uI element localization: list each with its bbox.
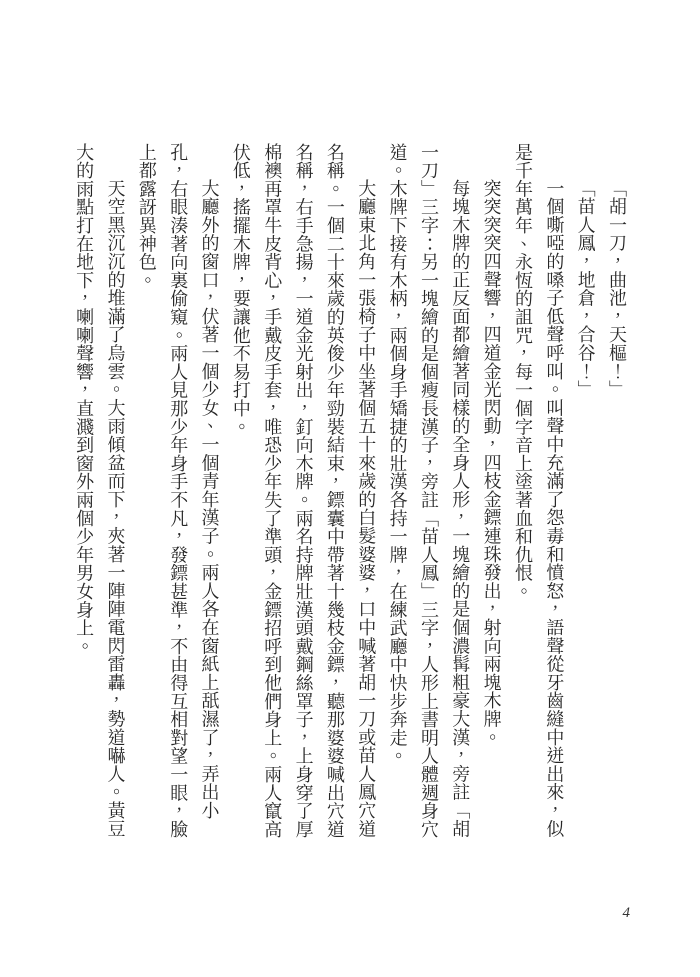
paragraph: 「苗人鳳，地倉，合谷！」 [575, 179, 596, 399]
paragraph: 一個嘶啞的嗓子低聲呼叫。叫聲中充滿了怨毒和憤怒，語聲從牙齒縫中迸出來，似是千年萬年、永恆的詛咒，每一個字音上塗著血和仇恨。 [512, 143, 565, 838]
paragraph: 「胡一刀，曲池，天樞！」 [607, 179, 627, 399]
page-text [62, 143, 632, 841]
paragraph: 大廳外的窗口，伏著一個少女、一個青年漢子。兩人各在窗紙上舐濕了，弄出小孔，右眼湊著向裏偷窺。兩人見那少年身手不凡，發鏢甚準，不由得互相對望一眼，臉上都露訝異神色。 [136, 143, 220, 839]
paragraph: 突突突突四聲響，四道金光閃動，四枝金鏢連珠發出，射向兩塊木牌。 [481, 179, 502, 747]
paragraph: 每塊木牌的正反面都繪著同樣的全身人形，一塊繪的是個濃髯粗豪大漢，旁註「胡一刀」三字：另一塊繪的是個瘦長漢子，旁註「苗人鳳」三字，人形上書明人體週身穴道。木牌下接有木柄，兩個身手矯捷的壯漢各持一牌，在練武廳中快步奔走。 [387, 143, 471, 839]
paragraph: 大廳東北角一張椅子中坐著個五十來歲的白髮婆婆，口中喊著胡一刀或苗人鳳穴道名稱。一個二十來歲的英俊少年勁裝結束，鏢囊中帶著十幾枝金鏢，聽那婆婆喊出穴道名稱，右手急揚，一道金光射出，釘向木牌。兩名持牌壯漢頭戴鋼絲罩子，上身穿了厚棉襖再罩牛皮背心，手戴皮手套，唯恐少年失了準頭，金鏢招呼到他們身上。兩人竄高伏低，搖擺木牌，要讓他不易打中。 [230, 143, 377, 839]
page-number: 4 [622, 905, 630, 921]
paragraph: 天空黑沉沉的堆滿了烏雲。大雨傾盆而下，夾著一陣陣電閃雷轟，勢道嚇人。黃豆大的雨點打在地下，喇喇聲響，直濺到窗外兩個少年男女身上。 [74, 143, 126, 838]
